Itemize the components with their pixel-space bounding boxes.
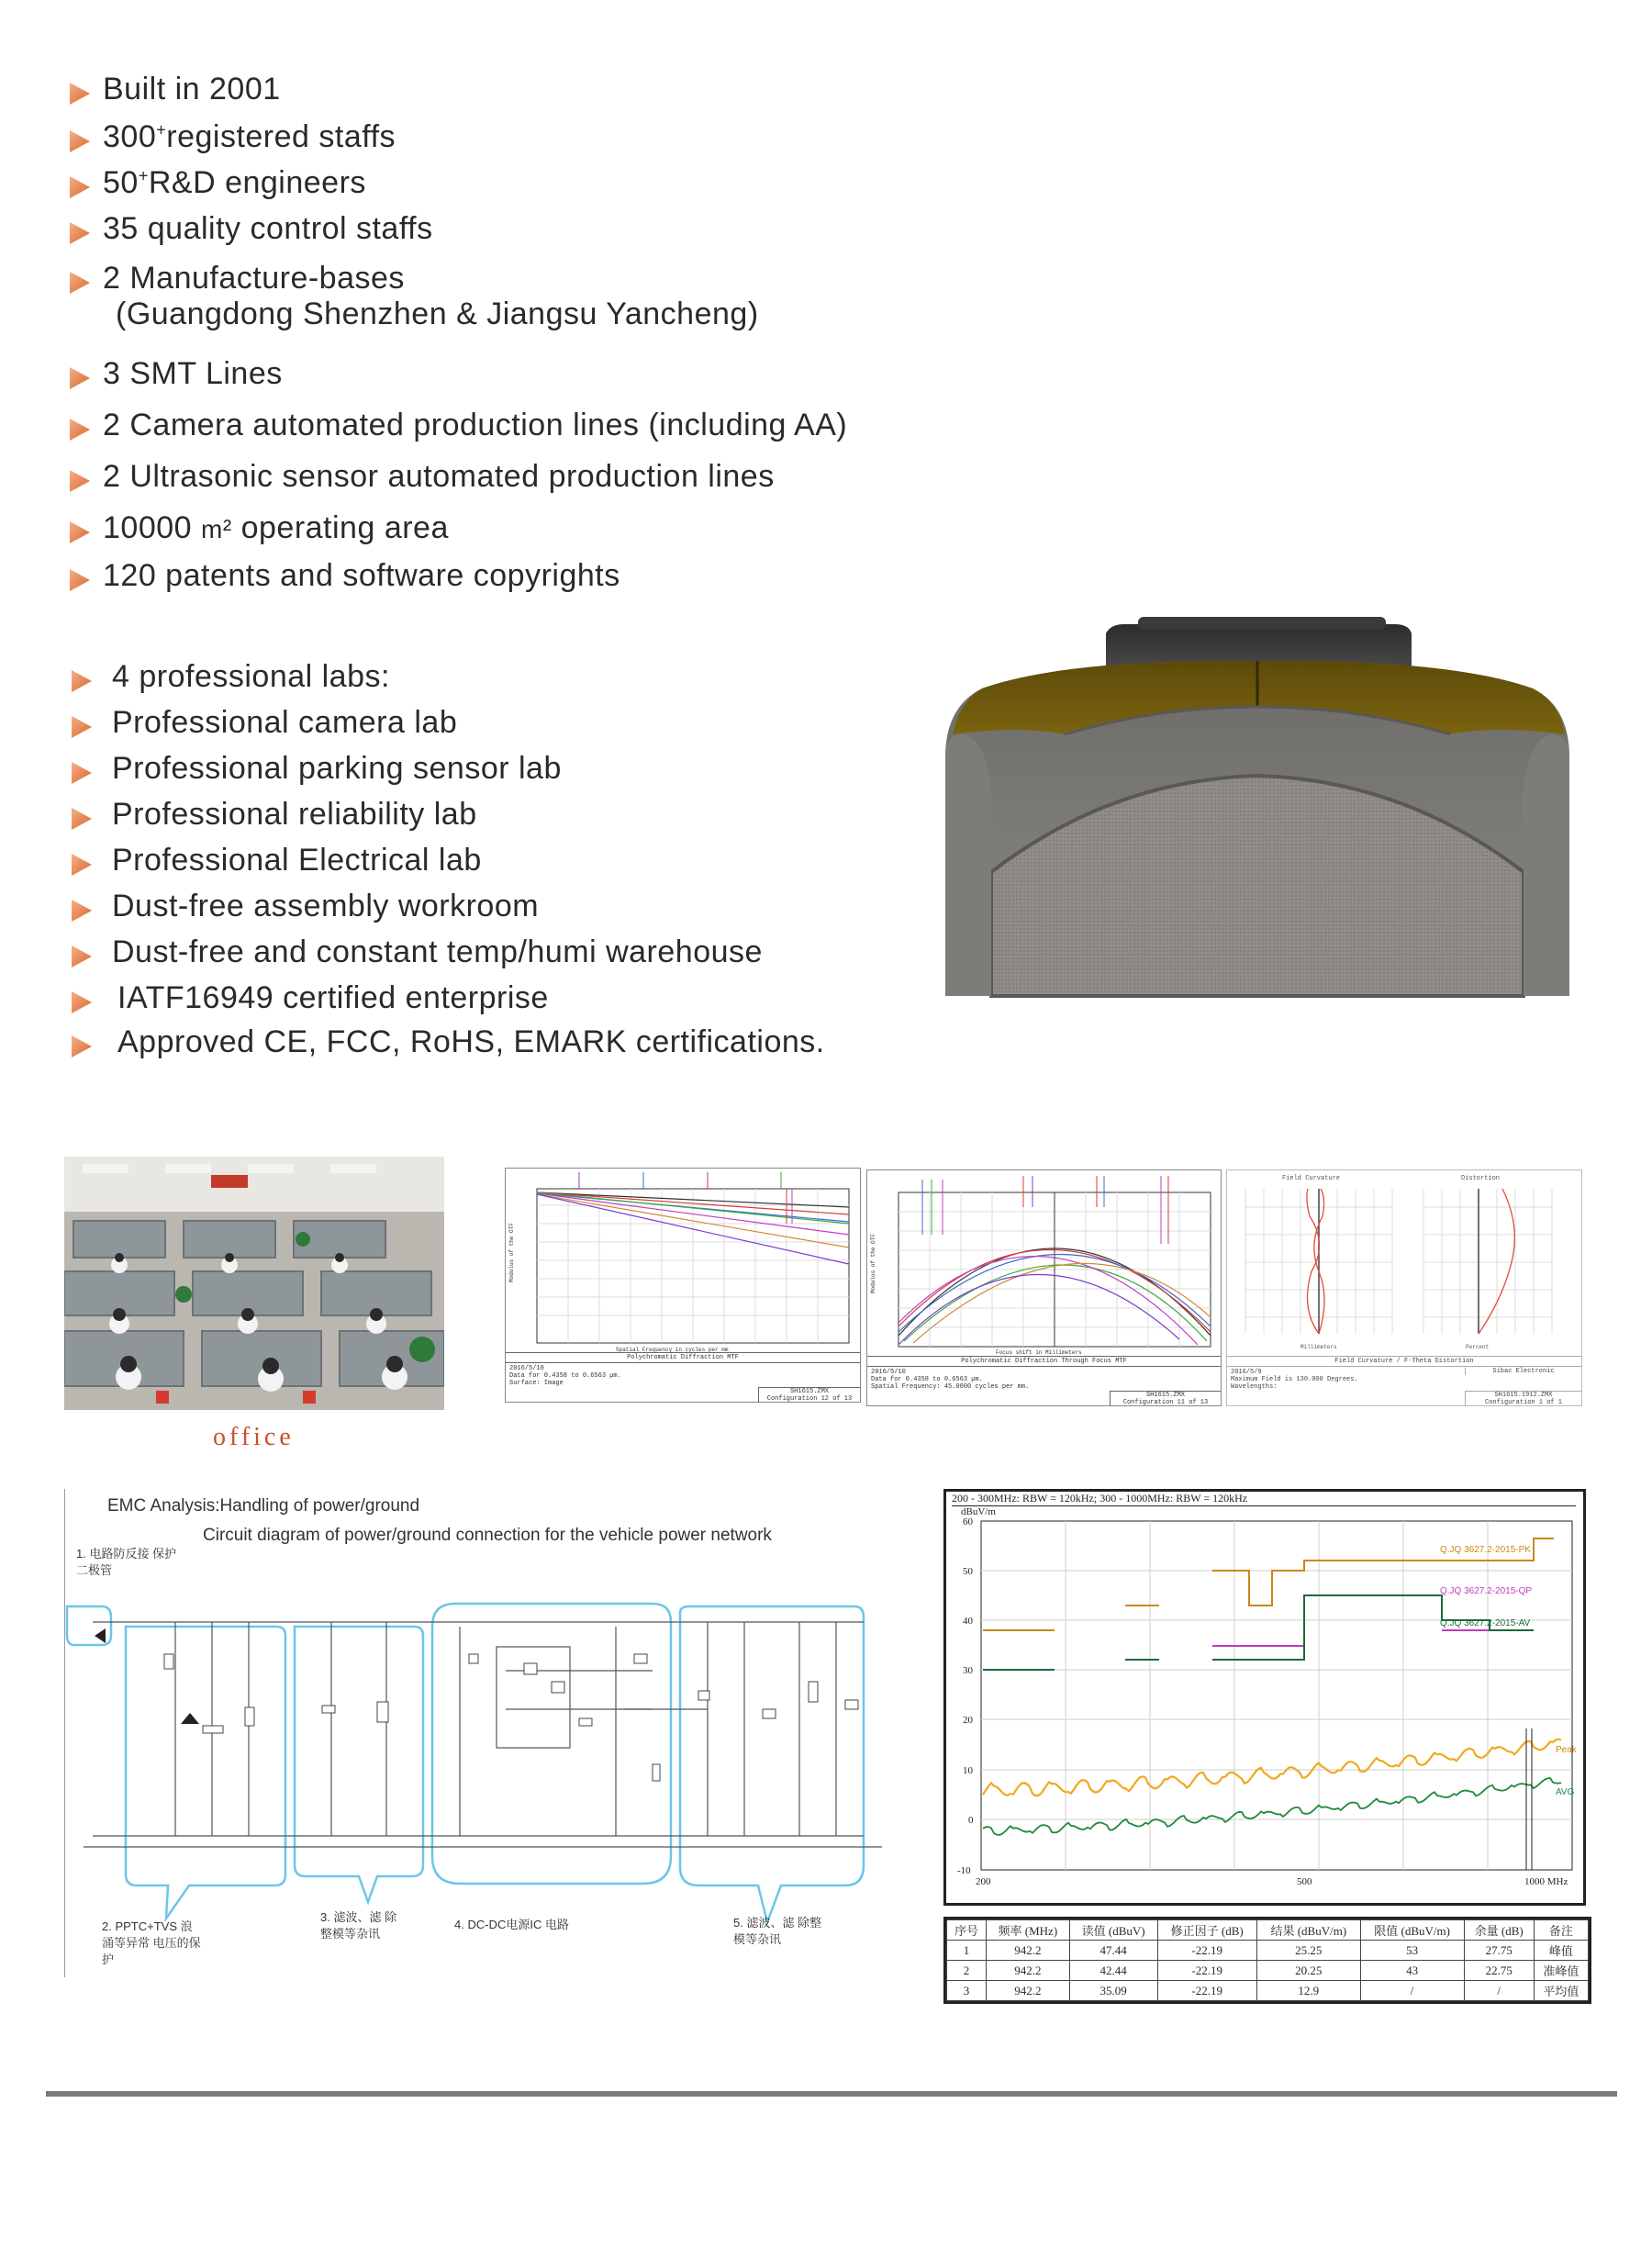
fact-item [64,558,847,606]
y-tick: 20 [963,1715,973,1726]
lab-text: IATF16949 certified enterprise [117,980,549,1015]
fact-superscript: + [138,166,149,185]
spectrum-plot [946,1508,1583,1894]
table-cell: -22.19 [1157,1981,1256,2001]
field-info-line: 2016/5/9 [1231,1369,1262,1376]
bullet-arrow-icon [70,176,90,198]
fact-text: 2 Manufacture-bases [103,261,405,296]
lab-text: Professional reliability lab [112,797,477,832]
bullet-arrow-icon [70,569,90,591]
fact-text: 2 Camera automated production lines (including AA) [103,408,848,442]
table-cell: / [1464,1981,1534,2001]
mtf-file: SH1615.ZMX [789,1388,829,1395]
company-facts-list [64,72,847,606]
tf-info-line: Spatial Frequency: 45.0000 cycles per mm. [871,1383,1030,1391]
y-tick: 60 [963,1516,973,1527]
fact-number: 50 [103,165,139,200]
table-cell: 942.2 [987,1941,1070,1961]
bullet-arrow-icon [72,762,92,784]
field-info-line: Wavelengths: [1231,1383,1278,1391]
limit-qp-line [1212,1630,1534,1646]
tf-chart-footer [867,1356,1221,1406]
emc-result-table-wrap [943,1917,1591,2004]
bullet-arrow-icon [70,470,90,492]
y-tick: 40 [963,1616,973,1627]
table-cell: 942.2 [987,1981,1070,2001]
table-row [947,1961,1589,1981]
emc-circuit-diagram [65,1489,891,1977]
bullet-arrow-icon [72,670,92,692]
lab-text: Dust-free and constant temp/humi warehouse [112,934,763,969]
x-tick: 1000 MHz [1524,1876,1568,1887]
lab-item [66,705,825,751]
lab-text: Professional parking sensor lab [112,751,562,786]
office-caption: office [213,1423,295,1451]
lab-text: Dust-free assembly workroom [112,889,540,923]
mtf-chart-footer [506,1352,860,1403]
field-xlabel-right: Percent [1466,1344,1490,1350]
col-header: 序号 [947,1920,987,1941]
field-file: SH1615.1912.ZMX [1494,1392,1553,1399]
mtf-file-box [758,1387,860,1403]
mtf-config: Configuration 12 of 13 [766,1395,853,1403]
peak-label: Peak [1556,1745,1577,1755]
fact-text: Built in 2001 [103,72,281,106]
fact-text: registered staffs [166,119,396,154]
emc-title: EMC Analysis:Handling of power/ground [107,1496,420,1516]
table-cell: 准峰值 [1534,1961,1588,1981]
mtf-chart-panel [505,1168,861,1403]
limit-pk-label: Q.JQ 3627.2-2015-PK [1440,1545,1531,1555]
emc-spectrum-chart [943,1489,1586,1906]
fact-item [64,72,847,119]
col-header: 限值 (dBuV/m) [1360,1920,1464,1941]
bullet-arrow-icon [72,945,92,968]
table-cell: 2 [947,1961,987,1981]
peak-trace [983,1740,1561,1796]
fact-subtext: (Guangdong Shenzhen & Jiangsu Yancheng) [116,296,759,332]
mtf-xlabel: Spatial Frequency in cycles per mm [616,1347,729,1352]
emc-subtitle: Circuit diagram of power/ground connection for the vehicle power network [203,1526,772,1545]
lab-item [66,1024,825,1070]
field-title-right: Distortion [1461,1175,1501,1182]
fact-number: 10000 [103,510,201,545]
col-header: 修正因子 (dB) [1157,1920,1256,1941]
col-header: 频率 (MHz) [987,1920,1070,1941]
col-header: 余量 (dB) [1464,1920,1534,1941]
tf-xlabel: Focus shift in Millimeters [996,1349,1082,1354]
bullet-arrow-icon [72,716,92,738]
labs-list [66,659,825,1070]
table-cell: / [1360,1981,1464,2001]
lab-item [66,980,825,1024]
fact-text: operating area [231,510,449,545]
fact-item [64,408,847,459]
emc-result-table [946,1919,1589,2001]
lab-item [66,843,825,889]
lab-text: Professional camera lab [112,705,458,740]
tf-ylabel: Modulus of the OTF [870,1234,876,1293]
emc-circuit-section [64,1489,891,1977]
emc-label-5: 5. 滤波、滤 除整模等杂讯 [733,1916,822,1947]
lab-item [66,934,825,980]
table-cell: -22.19 [1157,1941,1256,1961]
fact-item [64,211,847,261]
fact-text: R&D engineers [148,165,366,200]
limit-qp-label: Q.JQ 3627.2-2015-QP [1440,1586,1533,1596]
table-cell: 峰值 [1534,1941,1588,1961]
col-header: 备注 [1534,1920,1588,1941]
table-cell: -22.19 [1157,1961,1256,1981]
table-cell: 25.25 [1256,1941,1360,1961]
field-chart-footer [1227,1356,1581,1406]
fact-item [64,356,847,408]
bullet-arrow-icon [70,222,90,244]
bullet-arrow-icon [70,419,90,441]
table-row [947,1981,1589,2001]
table-header-row [947,1920,1589,1941]
table-cell: 27.75 [1464,1941,1534,1961]
field-footer-title: Field Curvature / F-Theta Distortion [1227,1357,1581,1367]
field-xlabel-left: Millimeters [1300,1344,1337,1350]
emc-label-2: 2. PPTC+TVS 浪涌等异常 电压的保护 [102,1919,201,1967]
fact-text: 120 patents and software copyrights [103,558,620,593]
table-cell: 3 [947,1981,987,2001]
sensor-housing-illustration [927,597,1588,1001]
emc-label-4: 4. DC-DC电源IC 电路 [454,1918,569,1931]
fact-item [64,261,847,356]
bullet-arrow-icon [70,367,90,389]
table-cell: 47.44 [1069,1941,1157,1961]
table-cell: 35.09 [1069,1981,1157,2001]
table-cell: 942.2 [987,1961,1070,1981]
fact-text: 35 quality control staffs [103,211,433,246]
field-title-left: Field Curvature [1282,1175,1341,1182]
mtf-ylabel: Modulus of the OTF [508,1223,515,1282]
mtf-info-line: Data for 0.4358 to 0.6563 µm. [509,1372,621,1380]
lab-item [66,797,825,843]
lab-item [66,889,825,934]
through-focus-plot [867,1170,1221,1354]
fact-item [64,119,847,165]
table-cell: 22.75 [1464,1961,1534,1981]
avg-label: AVG [1556,1787,1575,1797]
table-cell: 1 [947,1941,987,1961]
fact-superscript: + [156,120,167,140]
limit-av-label: Q.JQ 3627.2-2015-AV [1440,1618,1531,1628]
fact-item [64,459,847,510]
field-info-line: Maximum Field is 130.000 Degrees. [1231,1376,1358,1383]
mtf-title: Polychromatic Diffraction MTF [506,1353,860,1363]
table-cell: 12.9 [1256,1981,1360,2001]
bullet-arrow-icon [70,130,90,152]
fact-text: 3 SMT Lines [103,356,283,391]
bullet-arrow-icon [70,83,90,105]
y-tick: 50 [963,1566,973,1577]
lab-text: 4 professional labs: [112,659,390,694]
field-maker: Sibac Electronic [1465,1368,1581,1375]
office-photo [64,1157,444,1410]
lab-item [66,751,825,797]
y-tick: 0 [968,1815,974,1826]
x-tick: 500 [1297,1876,1312,1887]
tf-info-line: 2016/5/10 [871,1369,906,1376]
table-cell: 42.44 [1069,1961,1157,1981]
tf-info-line: Data for 0.4358 to 0.6563 µm. [871,1376,983,1383]
mtf-info [506,1363,860,1389]
y-tick: 30 [963,1665,973,1676]
bullet-arrow-icon [72,900,92,922]
table-cell: 53 [1360,1941,1464,1961]
fact-unit: m² [201,515,232,543]
spectrum-unit: dBuV/m [961,1506,996,1517]
field-curvature-plot [1227,1170,1581,1363]
tf-config: Configuration 11 of 13 [1122,1399,1209,1406]
col-header: 结果 (dBuV/m) [1256,1920,1360,1941]
table-cell: 平均值 [1534,1981,1588,2001]
footer-divider [46,2091,1617,2097]
y-tick: 10 [963,1765,973,1776]
bullet-arrow-icon [70,272,90,294]
field-file-box [1465,1391,1581,1406]
field-curvature-panel [1226,1169,1582,1406]
spectrum-header: 200 - 300MHz: RBW = 120kHz; 300 - 1000MHz: RBW = 120kHz [952,1492,1576,1506]
table-row [947,1941,1589,1961]
col-header: 读值 (dBuV) [1069,1920,1157,1941]
lab-text: Professional Electrical lab [112,843,482,878]
mtf-info-line: Surface: Image [509,1380,564,1387]
tf-info [867,1367,1221,1393]
x-tick: 200 [976,1876,991,1887]
bullet-arrow-icon [72,854,92,876]
table-cell: 20.25 [1256,1961,1360,1981]
table-cell: 43 [1360,1961,1464,1981]
mtf-info-line: 2016/5/10 [509,1365,544,1372]
lab-item [66,659,825,705]
tf-title: Polychromatic Diffraction Through Focus MTF [867,1357,1221,1367]
fact-text: 2 Ultrasonic sensor automated production lines [103,459,775,494]
fact-item [64,165,847,211]
bullet-arrow-icon [72,1035,92,1057]
mtf-chart-plot [506,1169,860,1352]
tf-file: SH1615.ZMX [1145,1392,1185,1399]
bullet-arrow-icon [72,991,92,1013]
emc-label-3: 3. 滤波、滤 除整模等杂讯 [320,1910,397,1941]
bullet-arrow-icon [72,808,92,830]
through-focus-mtf-panel [866,1169,1222,1406]
fact-number: 300 [103,119,157,154]
field-config: Configuration 1 of 1 [1484,1399,1562,1406]
y-tick: -10 [957,1865,971,1876]
emc-label-1: 1. 电路防反接 保护二极管 [76,1547,177,1578]
tf-file-box [1110,1391,1221,1406]
bullet-arrow-icon [70,521,90,543]
avg-trace [983,1778,1561,1835]
fact-item [64,510,847,558]
lab-text: Approved CE, FCC, RoHS, EMARK certifications. [117,1024,825,1059]
